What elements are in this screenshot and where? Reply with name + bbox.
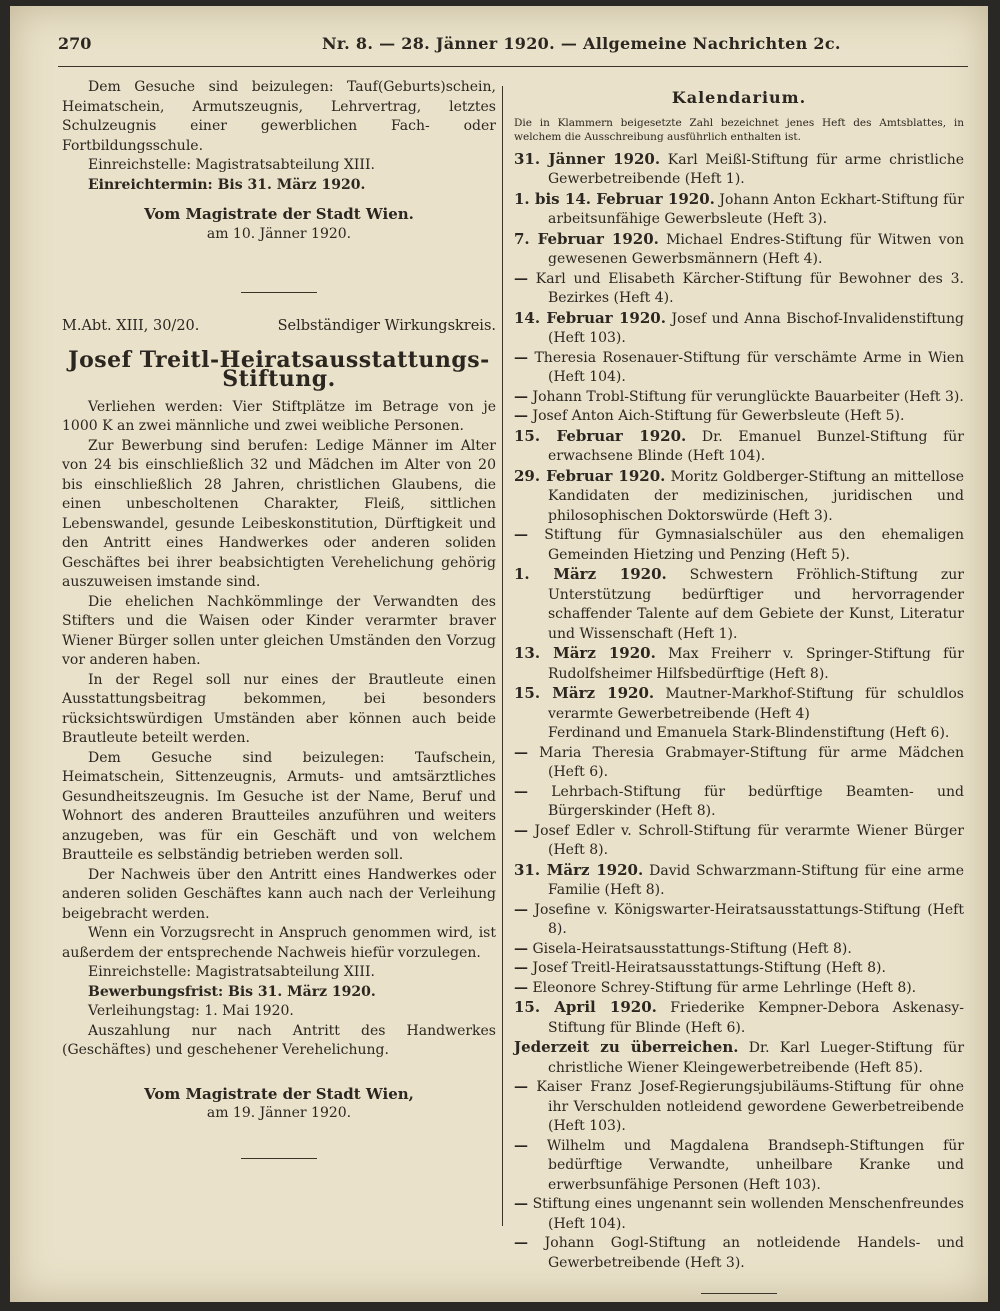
calendar-entry-text: Moritz Goldberger-Stiftung an mittellose Kandidaten der medizinischen, juridischen und philosophischen Doktorswürde (Heft 3). bbox=[548, 468, 964, 524]
signature-org-2: Vom Magistrate der Stadt Wien, bbox=[144, 1084, 414, 1103]
calendar-entry-date: — bbox=[514, 388, 528, 405]
top-paragraph: Dem Gesuche sind beizulegen: Tauf(Geburts)schein, Heimatschein, Armutszeugnis, Lehrvertrag, letztes Schulzeugnis einer gewerblichen Fach- oder Fortbildungsschule. bbox=[62, 79, 496, 154]
page-header bbox=[10, 34, 988, 64]
calendar-entry bbox=[514, 270, 964, 309]
calendar-list bbox=[514, 150, 964, 1274]
calendar-entry-text: Lehrbach-Stiftung für bedürftige Beamten- und Bürgerskinder (Heft 8). bbox=[548, 783, 964, 819]
calendar-entry-text: Ferdinand und Emanuela Stark-Blindenstiftung (Heft 6). bbox=[548, 725, 950, 741]
header-rule bbox=[58, 66, 968, 67]
calendar-entry-date: 1. bis 14. Februar 1920. bbox=[514, 189, 715, 208]
article-paragraph: Wenn ein Vorzugsrecht in Anspruch genommen wird, ist außerdem der entsprechende Nachweis hiefür vorzulegen. bbox=[62, 925, 496, 961]
calendar-entry bbox=[514, 998, 964, 1038]
column-divider bbox=[502, 86, 503, 1226]
calendar-entry bbox=[514, 724, 964, 744]
payout-paragraph: Auszahlung nur nach Antritt des Handwerkes (Geschäftes) und geschehener Verehelichung. bbox=[62, 1022, 496, 1058]
top-einreichstelle: Einreichstelle: Magistratsabteilung XIII. bbox=[88, 157, 375, 173]
calendar-entry bbox=[514, 467, 964, 527]
article-paragraph: Zur Bewerbung sind berufen: Ledige Männer im Alter von 24 bis einschließlich 32 und Mädchen im Alter von 20 bis einschließlich 28 Jahren, christlichen Glaubens, die einen unbescholtenen Charakter, Fleiß, sittlichen Lebenswandel, gesunde Leibeskonstitution, Dürftigkeit und den Antritt eines Handwerkes oder anderen soliden Geschäftes bei ihrer beabsichtigten Verehelichung gehörig auszuweisen imstande sind. bbox=[62, 437, 496, 590]
article-paragraph: Verliehen werden: Vier Stiftplätze im Betrage von je 1000 K an zwei männliche und zwei weibliche Personen. bbox=[62, 398, 496, 434]
signature-date-1: am 10. Jänner 1920. bbox=[206, 225, 352, 242]
calendar-entry bbox=[514, 526, 964, 565]
calendar-entry-date: — bbox=[514, 349, 528, 366]
calendar-entry bbox=[514, 861, 964, 901]
separator-rule-2 bbox=[241, 1158, 317, 1159]
separator-rule-1 bbox=[241, 292, 317, 293]
calendar-entry-text: Mautner-Markhof-Stiftung für schuldlos verarmte Gewerbetreibende (Heft 4) bbox=[548, 686, 964, 722]
article-paragraph: Dem Gesuche sind beizulegen: Taufschein, Heimatschein, Sittenzeugnis, Armuts- und amtsärztliches Gesundheitszeugnis. Im Gesuche ist der Name, Beruf und Wohnort des anderen Brautteiles anzuführen und weiters anzugeben, was für ein Geschäft und von welchem Brautteile es selbständig betrieben werden soll. bbox=[62, 749, 496, 863]
calendar-entry-text: Josef Treitl-Heiratsausstattungs-Stiftung (Heft 8). bbox=[532, 960, 886, 976]
calendar-entry bbox=[514, 959, 964, 979]
calendar-entry-text: Josef Anton Aich-Stiftung für Gewerbsleute (Heft 5). bbox=[532, 408, 905, 424]
calendar-entry-text: Wilhelm und Magdalena Brandseph-Stiftungen für bedürftige Verwandte, unheilbare Kranke und erwerbsunfähige Personen (Heft 103). bbox=[546, 1137, 964, 1193]
fact-bewerbungsfrist: Bewerbungsfrist: Bis 31. März 1920. bbox=[88, 983, 376, 1000]
calendar-entry-date: — bbox=[514, 270, 528, 287]
calendar-entry bbox=[514, 979, 964, 999]
calendar-entry-date: — bbox=[514, 1137, 528, 1154]
calendar-entry bbox=[514, 783, 964, 822]
calendar-entry bbox=[514, 565, 964, 644]
calendar-entry-date: 31. Jänner 1920. bbox=[514, 149, 661, 168]
calendar-entry-text: Michael Endres-Stiftung für Witwen von gewesenen Gewerbsmännern (Heft 4). bbox=[548, 231, 964, 267]
calendar-entry-text: Maria Theresia Grabmayer-Stiftung für arme Mädchen (Heft 6). bbox=[539, 744, 965, 780]
calendar-entry bbox=[514, 1078, 964, 1137]
calendar-entry-text: Gisela-Heiratsausstattungs-Stiftung (Heft 8). bbox=[532, 940, 852, 957]
left-column bbox=[62, 78, 496, 1159]
separator-rule-3 bbox=[701, 1293, 777, 1294]
calendar-entry-date: — bbox=[514, 744, 528, 761]
reference-scope: Selbständiger Wirkungskreis. bbox=[277, 318, 496, 334]
calendar-entry-text: Friederike Kempner-Debora Askenasy-Stiftung für Blinde (Heft 6). bbox=[548, 1000, 965, 1036]
calendar-entry-date: — bbox=[514, 1235, 528, 1251]
calendar-entry-text: Dr. Karl Lueger-Stiftung für christliche Wiener Kleingewerbetreibende (Heft 85). bbox=[548, 1040, 965, 1076]
calendar-entry-text: Stiftung für Gymnasialschüler aus den ehemaligen Gemeinden Hietzing und Penzing (Heft 5). bbox=[544, 527, 965, 563]
calendar-entry-date: — bbox=[514, 822, 528, 839]
calendar-entry-date: 13. März 1920. bbox=[514, 644, 656, 662]
calendar-entry bbox=[514, 230, 964, 270]
signature-date-2: am 19. Jänner 1920. bbox=[206, 1105, 352, 1121]
calendar-entry-date: — bbox=[514, 901, 528, 918]
calendar-note: Die in Klammern beigesetzte Zahl bezeichnet jenes Heft des Amtsblattes, in welchem die Ausschreibung ausführlich enthalten ist. bbox=[514, 116, 964, 143]
article-title: Josef Treitl-Heiratsausstattungs-Stiftung. bbox=[68, 346, 490, 392]
calendar-entry-text: Max Freiherr v. Springer-Stiftung für Rudolfsheimer Hilfsbedürftige (Heft 8). bbox=[548, 646, 964, 682]
calendar-entry-text: Johann Anton Eckhart-Stiftung für arbeitsunfähige Gewerbsleute (Heft 3). bbox=[548, 191, 964, 227]
calendar-entry-text: Josef und Anna Bischof-Invalidenstiftung (Heft 103). bbox=[548, 310, 964, 346]
calendar-entry bbox=[514, 1195, 964, 1234]
calendar-entry bbox=[514, 427, 964, 467]
calendar-entry-date: Jederzeit zu überreichen. bbox=[514, 1038, 739, 1056]
calendar-entry-date: 14. Februar 1920. bbox=[514, 308, 666, 327]
calendar-entry bbox=[514, 1137, 964, 1196]
calendar-entry-date: 15. April 1920. bbox=[514, 998, 657, 1016]
calendar-entry-text: Johann Gogl-Stiftung an notleidende Handels- und Gewerbetreibende (Heft 3). bbox=[544, 1235, 964, 1271]
calendar-entry bbox=[514, 349, 964, 388]
calendar-entry bbox=[514, 150, 964, 190]
calendar-entry bbox=[514, 388, 964, 408]
calendar-entry-date: — bbox=[514, 1196, 528, 1212]
newspaper-page bbox=[10, 6, 988, 1302]
calendar-entry-text: Kaiser Franz Josef-Regierungsjubiläums-Stiftung für ohne ihr Verschulden notleidend gewordene Gewerbetreibende (Heft 103). bbox=[536, 1079, 964, 1134]
calendar-entry-date: — bbox=[514, 979, 528, 996]
calendar-entry-date: — bbox=[514, 940, 528, 957]
calendar-entry-date: 7. Februar 1920. bbox=[514, 229, 659, 248]
calendar-entry-text: David Schwarzmann-Stiftung für eine arme Familie (Heft 8). bbox=[548, 862, 964, 898]
calendar-entry bbox=[514, 822, 964, 861]
calendar-entry-date: 15. März 1920. bbox=[514, 684, 655, 702]
calendar-entry-text: Karl Meißl-Stiftung für arme christliche Gewerbetreibende (Heft 1). bbox=[548, 151, 965, 187]
article-paragraph: Die ehelichen Nachkömmlinge der Verwandten des Stifters und die Waisen oder Kinder verarmter braver Wiener Bürger sollen unter gleichen Umständen den Vorzug vor anderen haben. bbox=[62, 593, 496, 668]
calendar-entry-text: Johann Trobl-Stiftung für verunglückte Bauarbeiter (Heft 3). bbox=[532, 388, 964, 405]
running-title: Nr. 8. — 28. Jänner 1920. — Allgemeine Nachrichten 2c. bbox=[322, 34, 841, 53]
article-body bbox=[62, 398, 496, 1061]
fact-einreichstelle: Einreichstelle: Magistratsabteilung XIII. bbox=[88, 964, 375, 980]
top-einreichtermin: Einreichtermin: Bis 31. März 1920. bbox=[88, 176, 366, 193]
calendar-entry-date: 1. März 1920. bbox=[514, 565, 667, 583]
calendar-entry bbox=[514, 309, 964, 349]
calendar-entry-date: — bbox=[514, 408, 528, 424]
calendar-entry bbox=[514, 407, 964, 427]
calendar-entry-date: — bbox=[514, 960, 528, 976]
signature-org-1: Vom Magistrate der Stadt Wien. bbox=[144, 205, 414, 223]
calendar-entry bbox=[514, 1234, 964, 1273]
reference-row bbox=[62, 317, 496, 337]
calendar-entry-text: Stiftung eines ungenannt sein wollenden Menschenfreundes (Heft 104). bbox=[532, 1196, 964, 1232]
article-paragraph: Der Nachweis über den Antritt eines Handwerkes oder anderen soliden Geschäftes kann auch nach der Verleihung beigebracht werden. bbox=[62, 866, 496, 922]
calendar-entry-text: Theresia Rosenauer-Stiftung für verschämte Arme in Wien (Heft 104). bbox=[534, 349, 965, 385]
calendar-entry bbox=[514, 644, 964, 684]
calendar-entry bbox=[514, 190, 964, 230]
calendar-entry bbox=[514, 1038, 964, 1078]
calendar-entry bbox=[514, 744, 964, 783]
article-paragraph: In der Regel soll nur eines der Brautleute einen Ausstattungsbeitrag bekommen, bei besonders rücksichtswürdigen Umständen aber können auch beide Brautleute beteilt werden. bbox=[62, 671, 496, 746]
calendar-entry-date: — bbox=[514, 1079, 528, 1095]
calendar-entry bbox=[514, 901, 964, 940]
calendar-entry-text: Dr. Emanuel Bunzel-Stiftung für erwachsene Blinde (Heft 104). bbox=[548, 428, 964, 464]
calendar-entry-text: Karl und Elisabeth Kärcher-Stiftung für Bewohner des 3. Bezirkes (Heft 4). bbox=[535, 270, 964, 306]
calendar-entry-date: 15. Februar 1920. bbox=[514, 426, 687, 445]
calendar-entry-date: — bbox=[514, 783, 528, 800]
calendar-entry-date: 31. März 1920. bbox=[514, 860, 644, 879]
calendar-entry-text: Eleonore Schrey-Stiftung für arme Lehrlinge (Heft 8). bbox=[532, 979, 917, 996]
calendar-entry-text: Josef Edler v. Schroll-Stiftung für verarmte Wiener Bürger (Heft 8). bbox=[534, 822, 964, 858]
calendar-heading: Kalendarium. bbox=[671, 88, 807, 107]
right-column bbox=[514, 86, 964, 1294]
calendar-entry-date: 29. Februar 1920. bbox=[514, 466, 666, 485]
calendar-entry-text: Josefine v. Königswarter-Heiratsausstattungs-Stiftung (Heft 8). bbox=[534, 901, 964, 937]
calendar-entry bbox=[514, 940, 964, 960]
calendar-entry bbox=[514, 684, 964, 724]
calendar-entry-date: — bbox=[514, 527, 528, 543]
calendar-entry-text: Schwestern Fröhlich-Stiftung zur Unterstützung bedürftiger und hervorragender schaffender Talente auf dem Gebiete der Kunst, Literatur und Wissenschaft (Heft 1). bbox=[548, 567, 964, 642]
page-number: 270 bbox=[58, 34, 92, 53]
reference-code: M.Abt. XIII, 30/20. bbox=[62, 318, 200, 334]
fact-verleihungstag: Verleihungstag: 1. Mai 1920. bbox=[88, 1003, 294, 1019]
